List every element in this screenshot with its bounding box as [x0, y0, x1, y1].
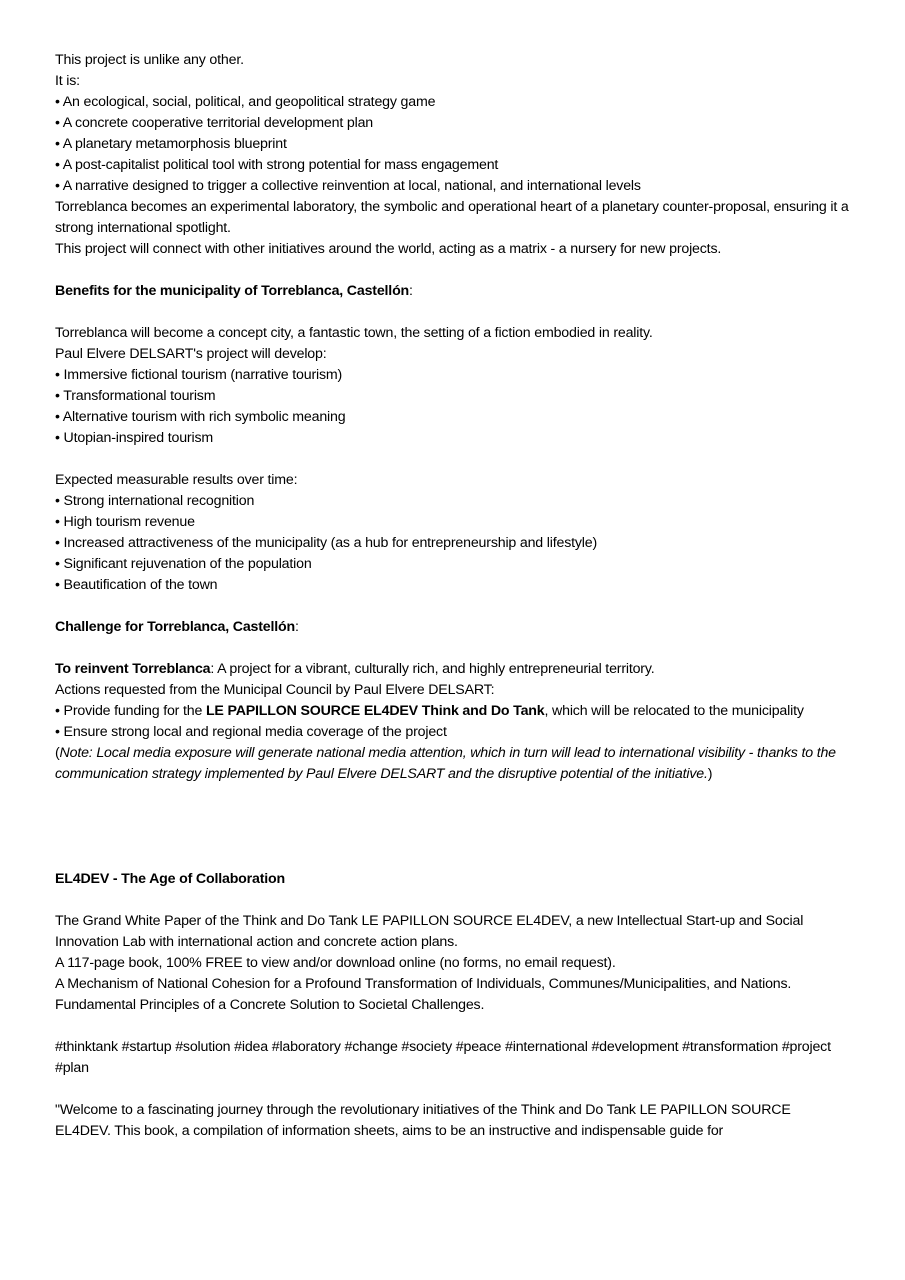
- funding-tail: , which will be relocated to the municipality: [544, 703, 804, 719]
- reinvent-tail: : A project for a vibrant, culturally rich, and highly entrepreneurial territory.: [210, 661, 655, 677]
- heading-benefits-text: Benefits for the municipality of Torreblanca, Castellón: [55, 283, 410, 299]
- paragraph-spacer: [55, 596, 865, 617]
- text-line: Paul Elvere DELSART's project will develop:: [55, 346, 327, 362]
- paragraph-benefits-body: [55, 323, 865, 449]
- list-item-media: • Ensure strong local and regional media coverage of the project: [55, 724, 447, 740]
- note-close-paren: ): [707, 766, 713, 782]
- list-item: • Strong international recognition: [55, 493, 255, 509]
- paragraph-spacer: [55, 302, 865, 323]
- paragraph-connect-initiatives: This project will connect with other initiatives around the world, acting as a matrix - a nursery for new projects.: [55, 241, 722, 257]
- note-open-paren: (: [55, 745, 60, 761]
- heading-benefits: [55, 281, 865, 302]
- heading-benefits-colon: :: [409, 283, 413, 299]
- paragraph-intro: [55, 50, 865, 197]
- paragraph-spacer: [55, 638, 865, 659]
- list-item-funding: [55, 701, 843, 722]
- paragraph-spacer: [55, 890, 865, 911]
- list-item: • A post-capitalist political tool with strong potential for mass engagement: [55, 157, 499, 173]
- text-line: This project is unlike any other.: [55, 52, 244, 68]
- list-item: • An ecological, social, political, and geopolitical strategy game: [55, 94, 436, 110]
- paragraph-book-info: A 117-page book, 100% FREE to view and/or download online (no forms, no email request).: [55, 955, 616, 971]
- list-item: • Immersive fictional tourism (narrative tourism): [55, 367, 343, 383]
- funding-bold-org: LE PAPILLON SOURCE EL4DEV Think and Do Tank: [205, 703, 545, 719]
- heading-el4dev: EL4DEV - The Age of Collaboration: [55, 871, 286, 887]
- paragraph-welcome-quote: "Welcome to a fascinating journey through the revolutionary initiatives of the Think and Do Tank LE PAPILLON SOURCE EL4DEV. This book, a compilation of information sheets, aims to be an instructive and indispensable guide for: [55, 1102, 791, 1139]
- paragraph-spacer: [55, 449, 865, 470]
- list-item: • Significant rejuvenation of the population: [55, 556, 312, 572]
- paragraph-mechanism: A Mechanism of National Cohesion for a Profound Transformation of Individuals, Communes/Municipalities, and Nations.: [55, 976, 792, 992]
- text-line: Torreblanca will become a concept city, a fantastic town, the setting of a fiction embodied in reality.: [55, 325, 653, 341]
- list-item: • Increased attractiveness of the municipality (as a hub for entrepreneurship and lifestyle): [55, 535, 598, 551]
- paragraph-actions-requested: Actions requested from the Municipal Council by Paul Elvere DELSART:: [55, 682, 495, 698]
- funding-prefix: • Provide funding for the: [55, 703, 206, 719]
- paragraph-spacer: [55, 260, 865, 281]
- paragraph-spacer: [55, 1016, 865, 1037]
- list-item: • Alternative tourism with rich symbolic meaning: [55, 409, 346, 425]
- paragraph-spacer: [55, 1079, 865, 1100]
- note-italic-text: Note: Local media exposure will generate national media attention, which in turn will lead to international visibility - thanks to the communication strategy implemented by Paul Elvere DELSART and the disruptive potential of the initiative.: [55, 745, 836, 782]
- list-item: • A concrete cooperative territorial development plan: [55, 115, 373, 131]
- heading-challenge-text: Challenge for Torreblanca, Castellón: [55, 619, 296, 635]
- paragraph-note: [55, 743, 845, 785]
- paragraph-white-paper: The Grand White Paper of the Think and Do Tank LE PAPILLON SOURCE EL4DEV, a new Intellectual Start-up and Social Innovation Lab with international action and concrete action plans.: [55, 913, 804, 950]
- section-spacer: [55, 785, 865, 869]
- text-line: Expected measurable results over time:: [55, 472, 298, 488]
- heading-challenge-colon: :: [295, 619, 299, 635]
- document-body: [55, 50, 865, 1142]
- list-item: • Utopian-inspired tourism: [55, 430, 213, 446]
- list-item: • A narrative designed to trigger a collective reinvention at local, national, and international levels: [55, 178, 641, 194]
- list-item: • High tourism revenue: [55, 514, 195, 530]
- list-item: • Transformational tourism: [55, 388, 216, 404]
- heading-challenge: [55, 617, 865, 638]
- paragraph-hashtags: #thinktank #startup #solution #idea #laboratory #change #society #peace #international #development #transformation #project #plan: [55, 1039, 831, 1076]
- list-item: • Beautification of the town: [55, 577, 218, 593]
- text-line: It is:: [55, 73, 80, 89]
- reinvent-bold-lead: To reinvent Torreblanca: [55, 661, 211, 677]
- list-item: • A planetary metamorphosis blueprint: [55, 136, 287, 152]
- paragraph-reinvent: [55, 659, 865, 680]
- paragraph-principles: Fundamental Principles of a Concrete Solution to Societal Challenges.: [55, 997, 485, 1013]
- paragraph-torreblanca-lab: Torreblanca becomes an experimental laboratory, the symbolic and operational heart of a planetary counter-proposal, ensuring it a strong international spotlight.: [55, 199, 849, 236]
- paragraph-expected-results: [55, 470, 865, 596]
